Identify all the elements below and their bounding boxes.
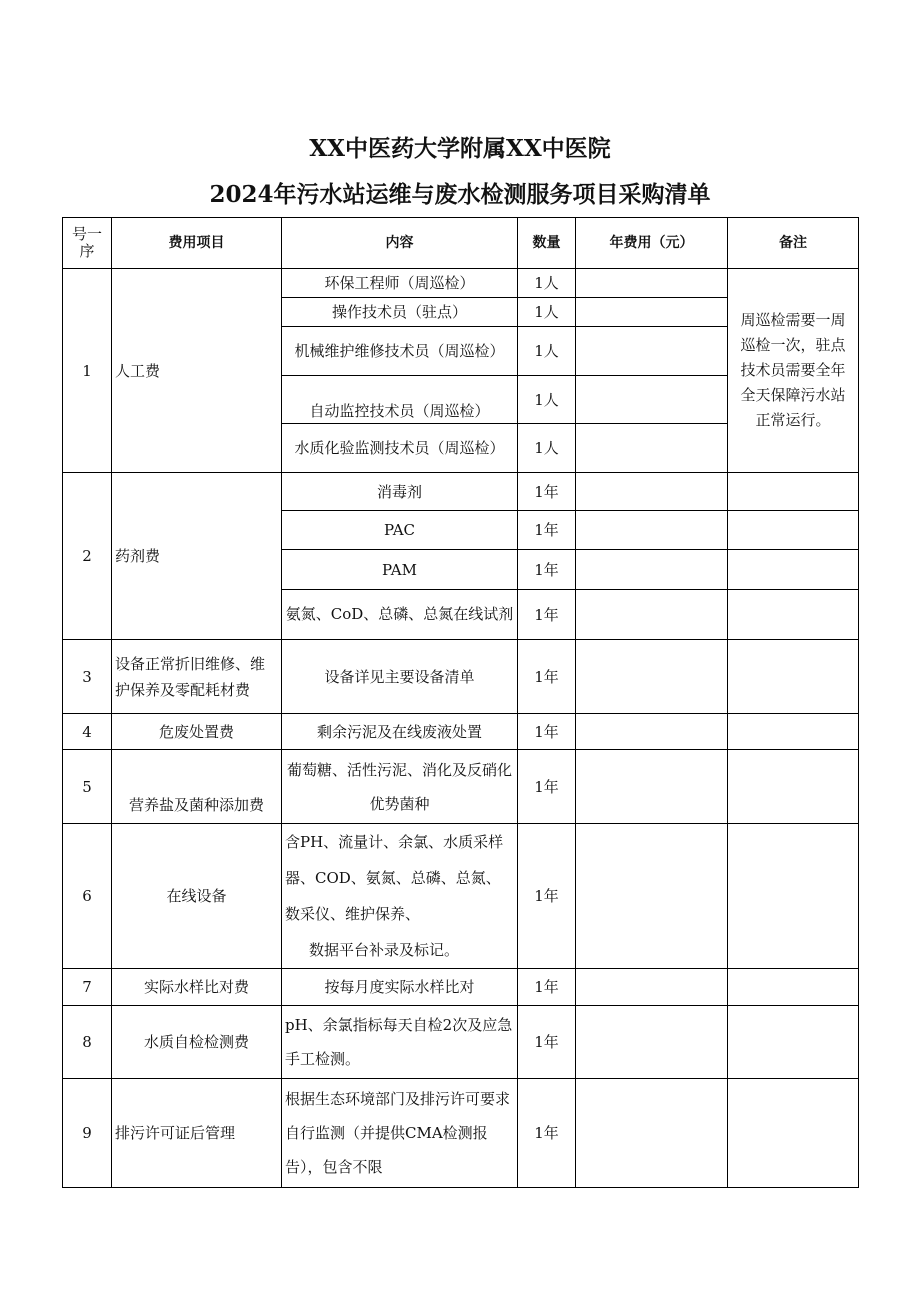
row-1-item: 人工费 (112, 269, 282, 473)
header-remark: 备注 (728, 218, 859, 269)
row-4-qty: 1年 (518, 714, 576, 750)
table-row (63, 1079, 859, 1188)
row-6-item: 在线设备 (112, 824, 282, 969)
row-2-qty-4: 1年 (518, 590, 576, 640)
row-8-fee (576, 1006, 728, 1079)
row-3-item: 设备正常折旧维修、维护保养及零配耗材费 (112, 640, 282, 714)
row-9-seq: 9 (63, 1079, 112, 1188)
row-9-item: 排污许可证后管理 (112, 1079, 282, 1188)
row-6-seq: 6 (63, 824, 112, 969)
row-7-remark (728, 969, 859, 1006)
row-9-qty: 1年 (518, 1079, 576, 1188)
row-1-fee-4 (576, 376, 728, 424)
row-1-seq: 1 (63, 269, 112, 473)
row-5-remark (728, 750, 859, 824)
row-4-item: 危废处置费 (112, 714, 282, 750)
row-2-qty-1: 1年 (518, 473, 576, 511)
row-9-fee (576, 1079, 728, 1188)
row-7-qty: 1年 (518, 969, 576, 1006)
row-8-content: pH、余氯指标每天自检2次及应急手工检测。 (282, 1006, 518, 1079)
title-line-2: 2024年污水站运维与废水检测服务项目采购清单 (209, 181, 711, 208)
row-1-content-2: 操作技术员（驻点） (282, 298, 518, 327)
row-2-remark-1 (728, 473, 859, 511)
table-row (63, 640, 859, 714)
row-4-content: 剩余污泥及在线废液处置 (282, 714, 518, 750)
row-2-remark-3 (728, 550, 859, 590)
row-3-remark (728, 640, 859, 714)
row-5-fee (576, 750, 728, 824)
table-row (63, 714, 859, 750)
row-1-qty-5: 1人 (518, 424, 576, 473)
table-header-row (63, 218, 859, 269)
row-1-content-3: 机械维护维修技术员（周巡检） (282, 327, 518, 376)
row-2-content-1: 消毒剂 (282, 473, 518, 511)
row-9-remark (728, 1079, 859, 1188)
row-1-fee-3 (576, 327, 728, 376)
row-1-fee-5 (576, 424, 728, 473)
table-row (63, 1006, 859, 1079)
row-1-qty-1: 1人 (518, 269, 576, 298)
row-6-content-extra: 数据平台补录及标记。 (309, 941, 460, 959)
row-2-fee-1 (576, 473, 728, 511)
procurement-table (62, 217, 859, 1188)
row-1-content-1: 环保工程师（周巡检） (282, 269, 518, 298)
row-1-qty-3: 1人 (518, 327, 576, 376)
header-annual-fee: 年费用（元） (576, 218, 728, 269)
row-2-remark-4 (728, 590, 859, 640)
table-row (63, 750, 859, 824)
row-8-seq: 8 (63, 1006, 112, 1079)
row-4-remark (728, 714, 859, 750)
row-4-fee (576, 714, 728, 750)
row-6-content-main: 含PH、流量计、余氯、水质采样器、COD、氨氮、总磷、总氮、数采仪、维护保养、 (285, 833, 504, 923)
row-1-content-4: 自动监控技术员（周巡检） (282, 376, 518, 424)
row-2-content-2: PAC (282, 511, 518, 550)
row-2-seq: 2 (63, 473, 112, 640)
row-6-remark (728, 824, 859, 969)
table-row (63, 824, 859, 969)
row-9-content: 根据生态环境部门及排污许可要求自行监测（并提供CMA检测报告），包含不限 (282, 1079, 518, 1188)
row-2-content-3: PAM (282, 550, 518, 590)
table-row (63, 269, 859, 298)
row-8-remark (728, 1006, 859, 1079)
row-7-item: 实际水样比对费 (112, 969, 282, 1006)
row-5-qty: 1年 (518, 750, 576, 824)
row-3-fee (576, 640, 728, 714)
row-7-seq: 7 (63, 969, 112, 1006)
row-1-fee-1 (576, 269, 728, 298)
row-2-fee-4 (576, 590, 728, 640)
row-4-seq: 4 (63, 714, 112, 750)
row-6-qty: 1年 (518, 824, 576, 969)
header-seq: 号一序 (63, 218, 112, 269)
header-qty: 数量 (518, 218, 576, 269)
table-row (63, 473, 859, 511)
row-3-qty: 1年 (518, 640, 576, 714)
header-content: 内容 (282, 218, 518, 269)
table-row (63, 969, 859, 1006)
row-3-seq: 3 (63, 640, 112, 714)
row-5-content: 葡萄糖、活性污泥、消化及反硝化优势菌种 (282, 750, 518, 824)
title-line-1: XX中医药大学附属XX中医院 (309, 135, 611, 162)
row-2-item: 药剂费 (112, 473, 282, 640)
row-7-fee (576, 969, 728, 1006)
row-1-remark: 周巡检需要一周巡检一次，驻点技术员需要全年全天保障污水站正常运行。 (728, 269, 859, 473)
row-6-fee (576, 824, 728, 969)
row-6-content (282, 824, 518, 969)
row-2-content-4: 氨氮、CoD、总磷、总氮在线试剂 (282, 590, 518, 640)
row-1-fee-2 (576, 298, 728, 327)
row-2-qty-2: 1年 (518, 511, 576, 550)
row-5-seq: 5 (63, 750, 112, 824)
row-1-qty-2: 1人 (518, 298, 576, 327)
row-1-qty-4: 1人 (518, 376, 576, 424)
row-2-fee-2 (576, 511, 728, 550)
row-8-item: 水质自检检测费 (112, 1006, 282, 1079)
row-2-fee-3 (576, 550, 728, 590)
row-2-remark-2 (728, 511, 859, 550)
row-3-content: 设备详见主要设备清单 (282, 640, 518, 714)
row-8-qty: 1年 (518, 1006, 576, 1079)
row-2-qty-3: 1年 (518, 550, 576, 590)
row-1-content-5: 水质化验监测技术员（周巡检） (282, 424, 518, 473)
header-item: 费用项目 (112, 218, 282, 269)
row-7-content: 按每月度实际水样比对 (282, 969, 518, 1006)
row-5-item: 营养盐及菌种添加费 (112, 750, 282, 824)
